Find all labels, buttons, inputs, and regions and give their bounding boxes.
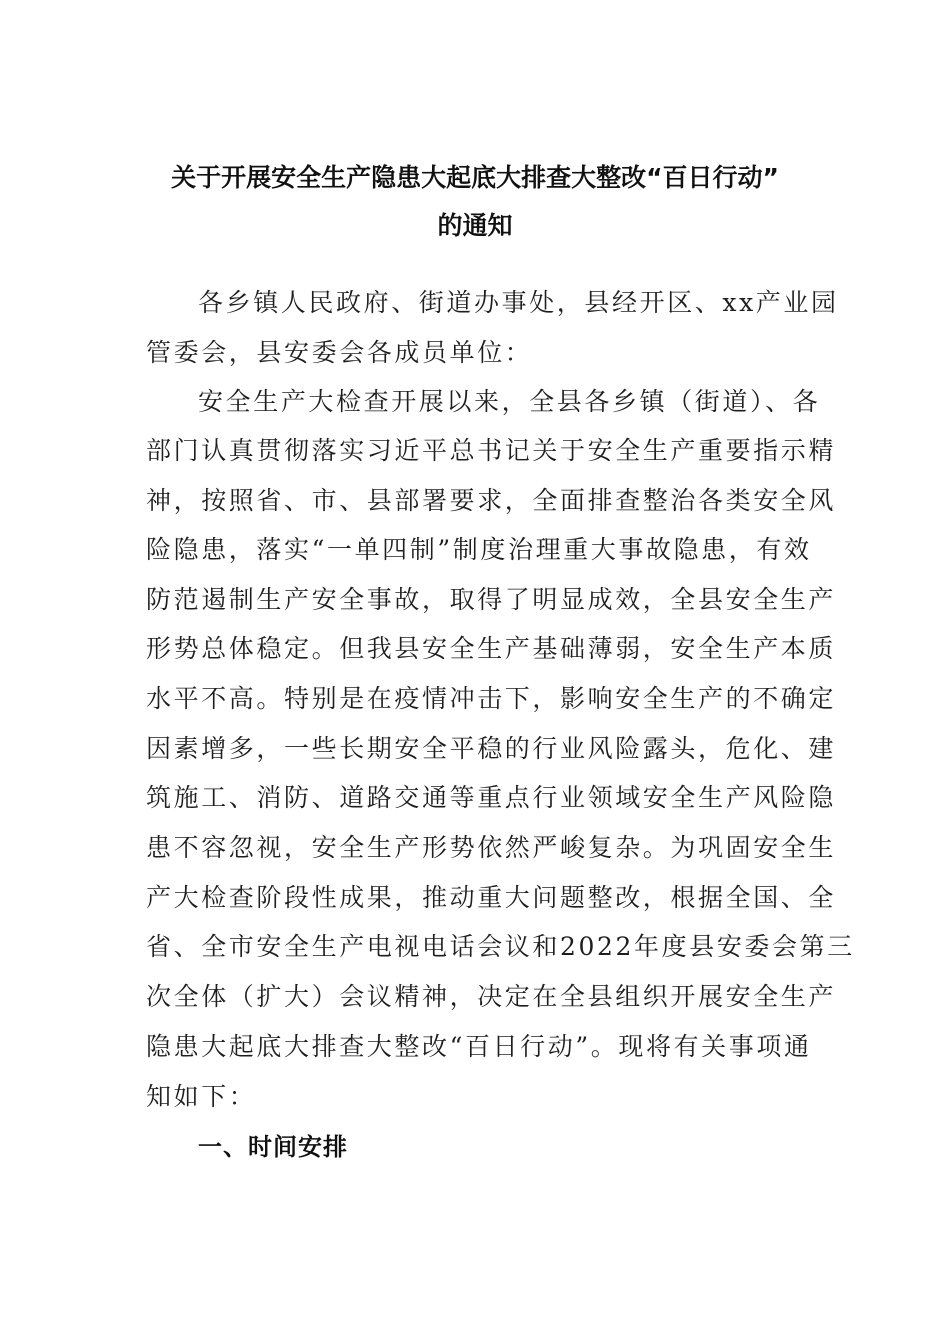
body-line: 安全生产大检查开展以来，全县各乡镇（街道）、各	[198, 387, 821, 416]
body-line: 次全体（扩大）会议精神，决定在全县组织开展安全生产	[146, 982, 837, 1011]
body-line: 患不容忽视，安全生产形势依然严峻复杂。为巩固安全生	[146, 833, 837, 862]
addressee-line: 各乡镇人民政府、街道办事处，县经开区、xx产业园	[198, 288, 839, 317]
addressee-line: 管委会，县安委会各成员单位：	[146, 338, 533, 367]
body-line: 神，按照省、市、县部署要求，全面排查整治各类安全风	[146, 486, 837, 515]
body-line: 水平不高。特别是在疫情冲击下，影响安全生产的不确定	[146, 684, 837, 713]
body-line: 部门认真贯彻落实习近平总书记关于安全生产重要指示精	[146, 436, 837, 465]
body-line: 防范遏制生产安全事故，取得了明显成效，全县安全生产	[146, 585, 837, 614]
body-line: 产大检查阶段性成果，推动重大问题整改，根据全国、全	[146, 883, 837, 912]
body-line: 因素增多，一些长期安全平稳的行业风险露头，危化、建	[146, 734, 837, 763]
body-line: 隐患大起底大排查大整改“百日行动”。现将有关事项通	[146, 1032, 812, 1061]
document-title-line-1: 关于开展安全生产隐患大起底大排查大整改“百日行动”	[171, 163, 779, 192]
body-line: 知如下：	[146, 1082, 257, 1111]
body-line: 险隐患，落实“一单四制”制度治理重大事故隐患，有效	[146, 535, 812, 564]
body-line: 筑施工、消防、道路交通等重点行业领域安全生产风险隐	[146, 783, 837, 812]
body-line: 省、全市安全生产电视电话会议和2022年度县安委会第三	[146, 932, 855, 961]
document-title-line-2: 的通知	[437, 211, 513, 240]
body-line: 形势总体稳定。但我县安全生产基础薄弱，安全生产本质	[146, 634, 837, 663]
section-heading-time-arrangement: 一、时间安排	[198, 1133, 348, 1161]
